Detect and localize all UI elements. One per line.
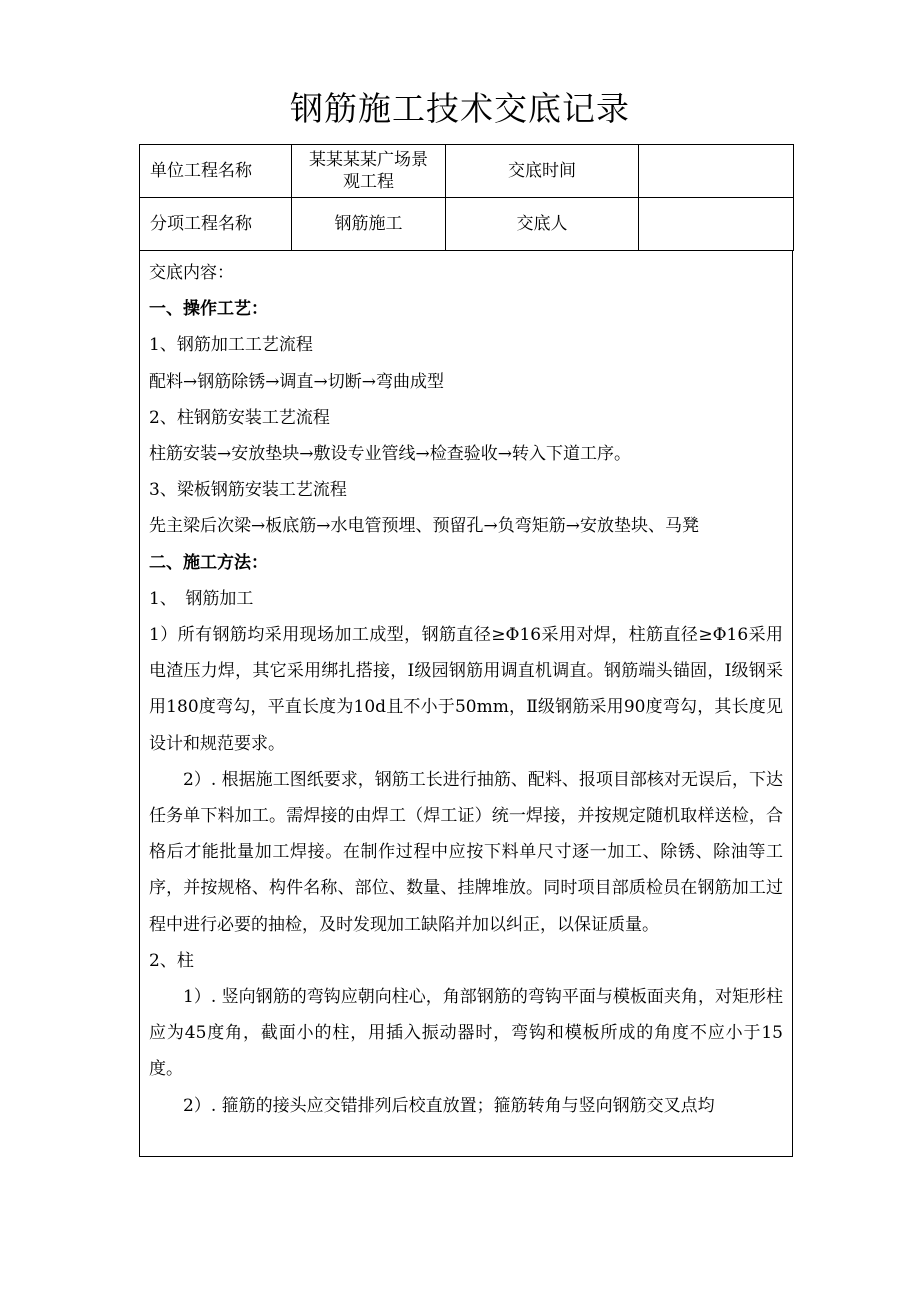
method2-paragraph-1: 1）. 竖向钢筋的弯钩应朝向柱心，角部钢筋的弯钩平面与模板面夹角，对矩形柱应为45度角，截面小的柱，用插入振动器时，弯钩和模板所成的角度不应小于15度。 xyxy=(149,987,783,1080)
content-label: 交底内容： xyxy=(149,263,234,283)
item1-flow: 配料→钢筋除锈→调直→切断→弯曲成型 xyxy=(149,371,444,392)
item2-flow: 柱筋安装→安放垫块→敷设专业管线→检查验收→转入下道工序。 xyxy=(149,444,631,465)
item3-flow: 先主梁后次梁→板底筋→水电管预埋、预留孔→负弯矩筋→安放垫块、马凳 xyxy=(149,516,699,537)
method1-paragraph-1: 1）所有钢筋均采用现场加工成型，钢筋直径≥Φ16采用对焊，柱筋直径≥Φ16采用电渣压力焊，其它采用绑扎搭接，Ⅰ级园钢筋用调直机调直。钢筋端头锚固，Ⅰ级钢采用180度弯勾，平直长度为10d且不小于50mm，Ⅱ级钢筋采用90度弯勾，其长度见设计和规范要求。 xyxy=(149,625,783,754)
person-value xyxy=(639,198,794,251)
method2-paragraph-2: 2）. 箍筋的接头应交错排列后校直放置；箍筋转角与竖向钢筋交叉点均 xyxy=(183,1095,715,1116)
item3-title: 3、梁板钢筋安装工艺流程 xyxy=(149,480,347,501)
header-row-sub xyxy=(140,198,794,251)
sub-label: 分项工程名称 xyxy=(140,198,292,251)
person-label: 交底人 xyxy=(446,198,639,251)
content-cell xyxy=(139,251,793,1157)
item2-title: 2、柱钢筋安装工艺流程 xyxy=(149,407,330,428)
sub-value: 钢筋施工 xyxy=(292,198,446,251)
time-value xyxy=(639,145,794,198)
header-table xyxy=(139,144,794,251)
item1-title: 1、钢筋加工工艺流程 xyxy=(149,335,313,356)
method2-title: 2、柱 xyxy=(149,950,194,971)
section2-heading: 二、施工方法： xyxy=(149,552,268,573)
method1-paragraph-2: 2）. 根据施工图纸要求，钢筋工长进行抽筋、配料、报项目部核对无误后，下达任务单下料加工。需焊接的由焊工（焊工证）统一焊接，并按规定随机取样送检，合格后才能批量加工焊接。在制作过程中应按下料单尺寸逐一加工、除锈、除油等工序，并按规格、构件名称、部位、数量、挂牌堆放。同时项目部质检员在钢筋加工过程中进行必要的抽检，及时发现加工缺陷并加以纠正，以保证质量。 xyxy=(149,769,783,935)
document-title: 钢筋施工技术交底记录 xyxy=(290,89,630,128)
header-row-unit xyxy=(140,145,794,198)
method1-title: 1、 钢筋加工 xyxy=(149,588,254,609)
section1-heading: 一、操作工艺： xyxy=(149,299,268,320)
unit-value: 某某某某广场景观工程 xyxy=(292,145,446,198)
unit-label: 单位工程名称 xyxy=(140,145,292,198)
time-label: 交底时间 xyxy=(446,145,639,198)
